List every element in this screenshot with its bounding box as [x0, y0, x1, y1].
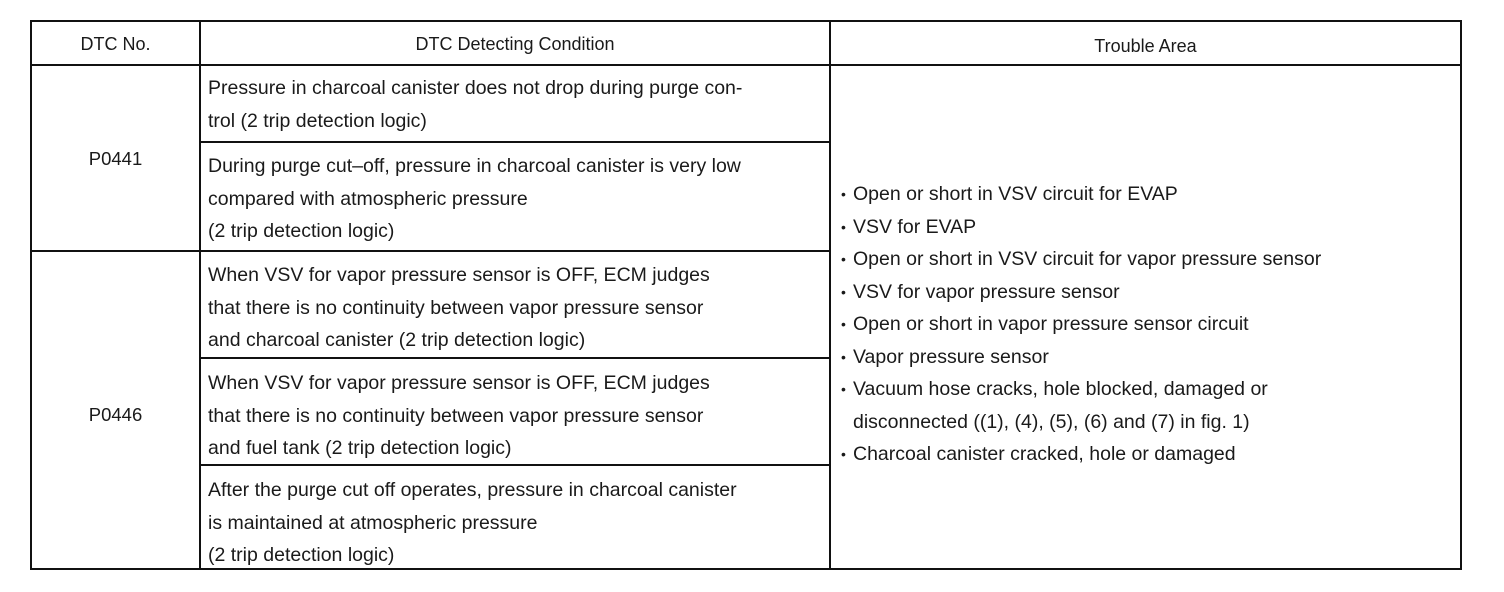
header-condition: DTC Detecting Condition	[415, 34, 615, 54]
trouble-area-item: • Open or short in VSV circuit for EVAP	[841, 178, 1460, 211]
condition-line: When VSV for vapor pressure sensor is OFF, ECM judges	[208, 264, 710, 286]
condition-divider	[199, 357, 831, 359]
condition-line: During purge cut–off, pressure in charcoal canister is very low	[208, 155, 741, 177]
trouble-area-item: • VSV for EVAP	[841, 211, 1460, 244]
condition-line: After the purge cut off operates, pressure in charcoal canister	[208, 479, 737, 501]
row-divider	[32, 250, 831, 252]
condition-cell	[201, 150, 829, 248]
condition-cell	[201, 367, 829, 465]
bullet-icon: •	[841, 348, 846, 365]
bullet-icon: •	[841, 218, 846, 235]
header-trouble-area: Trouble Area	[1094, 36, 1197, 56]
condition-line: (2 trip detection logic)	[208, 220, 395, 242]
condition-line: When VSV for vapor pressure sensor is OFF, ECM judges	[208, 372, 710, 394]
condition-cell	[201, 72, 829, 137]
trouble-area-item: • Vacuum hose cracks, hole blocked, damaged or	[841, 373, 1460, 406]
bullet-icon: •	[841, 251, 846, 267]
bullet-icon: •	[841, 186, 846, 202]
trouble-area-item: • Open or short in VSV circuit for vapor pressure sensor	[841, 243, 1460, 276]
bullet-icon: •	[841, 446, 846, 462]
condition-line: Pressure in charcoal canister does not drop during purge con-	[208, 77, 743, 99]
condition-cell	[201, 474, 829, 572]
condition-line: (2 trip detection logic)	[208, 544, 395, 566]
header-dtc-no: DTC No.	[80, 34, 151, 54]
condition-line: and charcoal canister (2 trip detection logic)	[208, 329, 586, 351]
trouble-area-cell	[831, 178, 1460, 471]
bullet-icon: •	[841, 316, 846, 332]
bullet-icon: •	[841, 283, 846, 300]
condition-line: is maintained at atmospheric pressure	[208, 511, 538, 534]
trouble-area-item-continued: disconnected ((1), (4), (5), (6) and (7) in fig. 1)	[853, 410, 1250, 433]
condition-line: that there is no continuity between vapor pressure sensor	[208, 404, 704, 427]
condition-line: trol (2 trip detection logic)	[208, 109, 427, 132]
condition-line: that there is no continuity between vapor pressure sensor	[208, 296, 704, 319]
trouble-area-item: • VSV for vapor pressure sensor	[841, 276, 1460, 309]
condition-line: and fuel tank (2 trip detection logic)	[208, 437, 512, 459]
condition-line: compared with atmospheric pressure	[208, 187, 528, 210]
dtc-code-p0446: P0446	[88, 404, 143, 425]
trouble-area-item: • Charcoal canister cracked, hole or damaged	[841, 438, 1460, 471]
trouble-area-list	[841, 178, 1460, 471]
dtc-code-p0441: P0441	[88, 148, 143, 169]
trouble-area-item: • Open or short in vapor pressure sensor circuit	[841, 308, 1460, 341]
dtc-table	[30, 20, 1462, 570]
condition-divider	[199, 141, 831, 143]
bullet-icon: •	[841, 381, 846, 397]
condition-cell	[201, 259, 829, 357]
trouble-area-item: • Vapor pressure sensor	[841, 341, 1460, 374]
